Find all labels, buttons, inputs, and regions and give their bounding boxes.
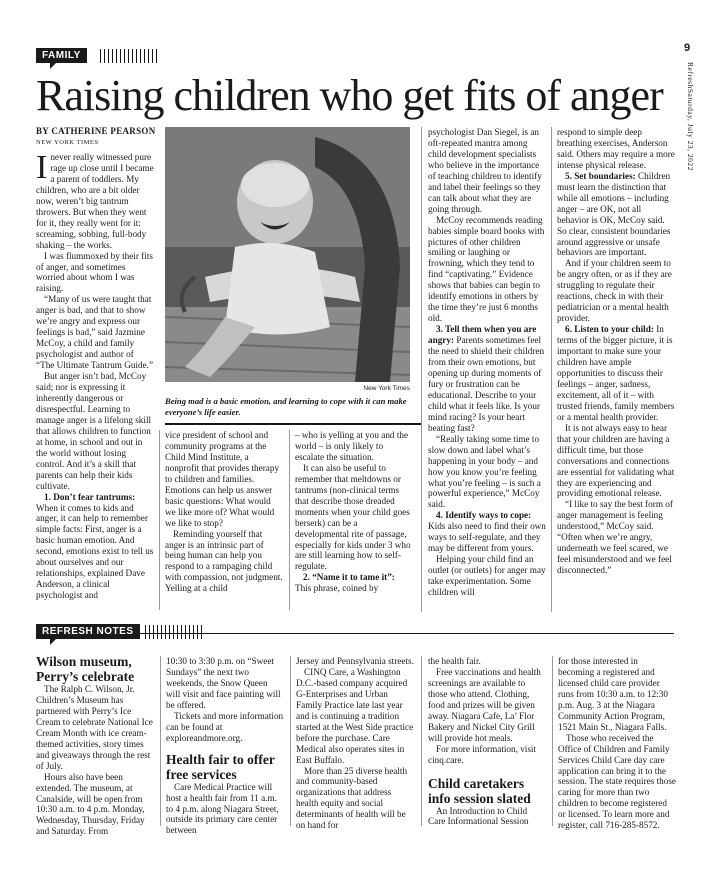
decorative-bars bbox=[145, 625, 203, 639]
col2-para-1: vice president of school and community programs at the Child Mind Institute, a nonprofit that provides therapy to children and families. Emotions can help us answer basic questions: What would we like more of? What would we like to stop? bbox=[165, 430, 280, 528]
notes-col5-para-2: Those who received the Office of Children and Family Services Child Care day care application can bring it to the session. The state requires those caring for more than two children to become registered or licensed. To learn more and register, call 716-285-8572. bbox=[558, 732, 676, 831]
notes-col4-para-3: For more information, visit cinq.care. bbox=[428, 743, 537, 765]
column-divider bbox=[159, 430, 160, 610]
notes-headline-child-care: Child caretakers info session slated bbox=[428, 775, 531, 806]
col3-para-3: 2. “Name it to tame it”: This phrase, coined by bbox=[295, 572, 395, 594]
article-column-2 bbox=[165, 430, 283, 610]
column-divider bbox=[552, 656, 553, 826]
column-divider bbox=[160, 656, 161, 826]
col4-para-4: “Really taking some time to slow down and label what’s happening in your body – and how you know you’re feeling what you’re feeling – is such a powerful experience,” McCoy said. bbox=[428, 433, 541, 510]
col4-para-2: McCoy recommends reading babies simple board books with pictures of other children smiling or laughing or frowning, which they tend to find “captivating.” Evidence shows that babies can begin to identify emotions in others by the time they’re just 6 months old. bbox=[428, 214, 545, 324]
col4-para-5: 4. Identify ways to cope: Kids also need to find their own ways to self-regulate, and they may be different from yours. bbox=[428, 510, 546, 554]
caption-rule bbox=[165, 423, 421, 425]
col4-para-1: psychologist Dan Siegel, is an oft-repeated mantra among child development specialists who believe in the importance of teaching children to identify and label their feelings so they can talk about what they are going through. bbox=[428, 127, 542, 214]
byline-organization: NEW YORK TIMES bbox=[36, 139, 99, 146]
notes-col4-para-1: the health fair. bbox=[428, 656, 481, 666]
article-column-5 bbox=[557, 127, 675, 612]
column-divider bbox=[289, 430, 290, 610]
byline: BY CATHERINE PEARSON bbox=[36, 126, 156, 136]
col5-para-3: And if your children seem to be angry often, or as if they are struggling to regulate their reactions, check in with their pediatrician or a mental health provider. bbox=[557, 258, 672, 324]
col2-para-2: Reminding yourself that anger is an intrinsic part of being human can help you respond to a rampaging child with compassion, not judgment. Yelling at a child bbox=[165, 528, 283, 594]
column-divider bbox=[421, 656, 422, 826]
col5-para-2: 5. Set boundaries: Children must learn the distinction that while all emotions – including anger – are OK, not all behavior is OK, McCoy said. So clear, consistent boundaries around aggressive or unsafe behaviors are important. bbox=[557, 170, 671, 258]
col1-para-2: I was flummoxed by their fits of anger, and sometimes worried about whom I was raising. bbox=[36, 250, 153, 294]
col5-para-1: respond to simple deep breathing exercises, Anderson said. Others may require a more intense physical release. bbox=[557, 127, 675, 170]
notes-col4-para-2: Free vaccinations and health screenings are available to those who attend. Clothing, food and prizes will be given away. Niagara Cafe, La’ Flor Bakery and Nickel City Grill will provide hot meals. bbox=[428, 666, 541, 743]
col1-para-3: “Many of us were taught that anger is bad, and that to show we’re angry and express our feelings is bad,” said Jazmine McCoy, a child and family psychologist and author of “The Ultimate Tantrum Guide.” bbox=[36, 294, 154, 371]
col4-para-3: 3. Tell them when you are angry: Parents sometimes feel the need to shield their children from their own emotions, but opening up during moments of fury or frustration can be educational. Describe to your child what it feels like. Is your mind racing? Is your heart beating fast? bbox=[428, 324, 545, 433]
col1-para-4: But anger isn’t bad, McCoy said; nor is expressing it inherently dangerous or disrespectful. Learning to manage anger is a lifelong skill that allows children to function at home, in school and out in the world without losing control. And it’s a skill that parents can help their kids cultivate. bbox=[36, 371, 152, 491]
column-divider bbox=[421, 127, 422, 612]
article-headline: Raising children who get fits of anger bbox=[36, 71, 663, 120]
col1-para-1: never really witnessed pure rage up close until I became a parent of toddlers. My children, who are a bit older now, weren’t big tantrum throwers. But when they went for it, they really went for it: screaming, sobbing, full-body shaking – the works. bbox=[36, 152, 154, 250]
photo-caption: Being mad is a basic emotion, and learning to cope with it can make everyone’s life easier. bbox=[165, 396, 407, 417]
column-divider bbox=[290, 656, 291, 826]
notes-col1-para-1: The Ralph C. Wilson, Jr. Children’s Museum has partnered with Perry’s Ice Cream to celebrate National Ice Cream Month with ice cream-themed activities, story times and giveaways through the rest of July. bbox=[36, 684, 153, 771]
col5-para-5: It is not always easy to hear that your children are having a difficult time, but those conversations and connections are essential for validating what they are experiencing and providing emotional release. bbox=[557, 422, 675, 499]
notes-column-5 bbox=[558, 656, 676, 854]
col1-para-5: 1. Don’t fear tantrums: When it comes to kids and anger, it can help to remember simple facts: First, anger is a basic human emotion. And second, emotions exist to tell us about ourselves and our relationships, explained Dave Anderson, a clinical psychologist and bbox=[36, 491, 154, 601]
notes-col2-para-1: 10:30 to 3:30 p.m. on “Sweet Sundays” the next two weekends, the Snow Queen will visit and face painting will be offered. bbox=[166, 656, 281, 710]
notes-col3-para-2: CINQ Care, a Washington D.C.-based company acquired G-Enterprises and Urban Family Practice late last year and is continuing a tradition started at the West Side practice before the purchase. Care Medical also operates sites in East Buffalo. bbox=[296, 666, 414, 765]
notes-headline-health-fair: Health fair to offer free services bbox=[166, 751, 275, 782]
notes-column-2 bbox=[166, 656, 284, 854]
decorative-bars bbox=[100, 49, 158, 63]
notes-column-3 bbox=[296, 656, 414, 854]
dropcap: I bbox=[36, 152, 48, 186]
column-divider bbox=[551, 127, 552, 612]
article-column-1 bbox=[36, 152, 154, 612]
col3-para-2: It can also be useful to remember that meltdowns or tantrums (non-clinical terms that describe those dreaded moments when your child goes berserk) can be a developmental rite of passage, especially for kids under 3 who are still learning how to self-regulate. bbox=[295, 462, 411, 572]
notes-headline-museum: Wilson museum, Perry’s celebrate bbox=[36, 654, 135, 684]
col3-para-1: – who is yelling at you and the world – is only likely to escalate the situation. bbox=[295, 430, 409, 462]
notes-col1-para-2: Hours also have been extended. The museum, at Canalside, will be open from 10:30 a.m. to 4 p.m. Monday, Wednesday, Thursday, Friday and Saturday. From bbox=[36, 771, 145, 837]
col4-para-6: Helping your child find an outlet (or outlets) for anger may take experimentation. Some children will bbox=[428, 554, 546, 598]
notes-col2-para-2: Tickets and more information can be found at exploreandmore.org. bbox=[166, 710, 284, 743]
notes-col2-para-3: Care Medical Practice will host a health fair from 11 a.m. to 4 p.m. along Niagara Street, outside its primary care center between bbox=[166, 781, 279, 836]
notes-col3-para-1: Jersey and Pennsylvania streets. bbox=[296, 656, 414, 666]
col5-para-6: “I like to say the best form of anger management is feeling understood,” McCoy said. “Often when we’re angry, underneath we feel scared, we feel misunderstood and we feel disconnected.” bbox=[557, 499, 673, 576]
child-crying-photo-illustration bbox=[165, 127, 410, 382]
notes-column-1 bbox=[36, 654, 154, 854]
section-tag-refresh-notes: REFRESH NOTES bbox=[36, 624, 140, 639]
col5-para-4: 6. Listen to your child: In terms of the bigger picture, it is important to make sure your children have ample opportunities to discuss their feelings – anger, sadness, excitement, all of it – with trusted friends, family members or a mental health provider. bbox=[557, 324, 675, 422]
notes-col3-para-3: More than 25 diverse health and community-based organizations that address health equity and social determinants of health will be on hand for bbox=[296, 765, 408, 831]
article-column-3 bbox=[295, 430, 413, 610]
notes-col4-para-4: An Introduction to Child Care Informational Session bbox=[428, 805, 529, 827]
notes-column-4 bbox=[428, 656, 546, 854]
article-photo bbox=[165, 127, 410, 382]
page-number: 9 bbox=[684, 42, 691, 54]
photo-credit: New York Times bbox=[363, 385, 410, 392]
section-folio: RefreshSaturday, July 23, 2022 bbox=[686, 62, 695, 171]
article-column-4 bbox=[428, 127, 546, 612]
section-tag-family: FAMILY bbox=[36, 48, 87, 63]
notes-col5-para-1: for those interested in becoming a registered and licensed child care provider runs from 10:30 a.m. to 12:30 p.m. Aug. 3 at the Niagara Community Action Program, 1521 Main St., Niagara Falls. bbox=[558, 656, 668, 732]
